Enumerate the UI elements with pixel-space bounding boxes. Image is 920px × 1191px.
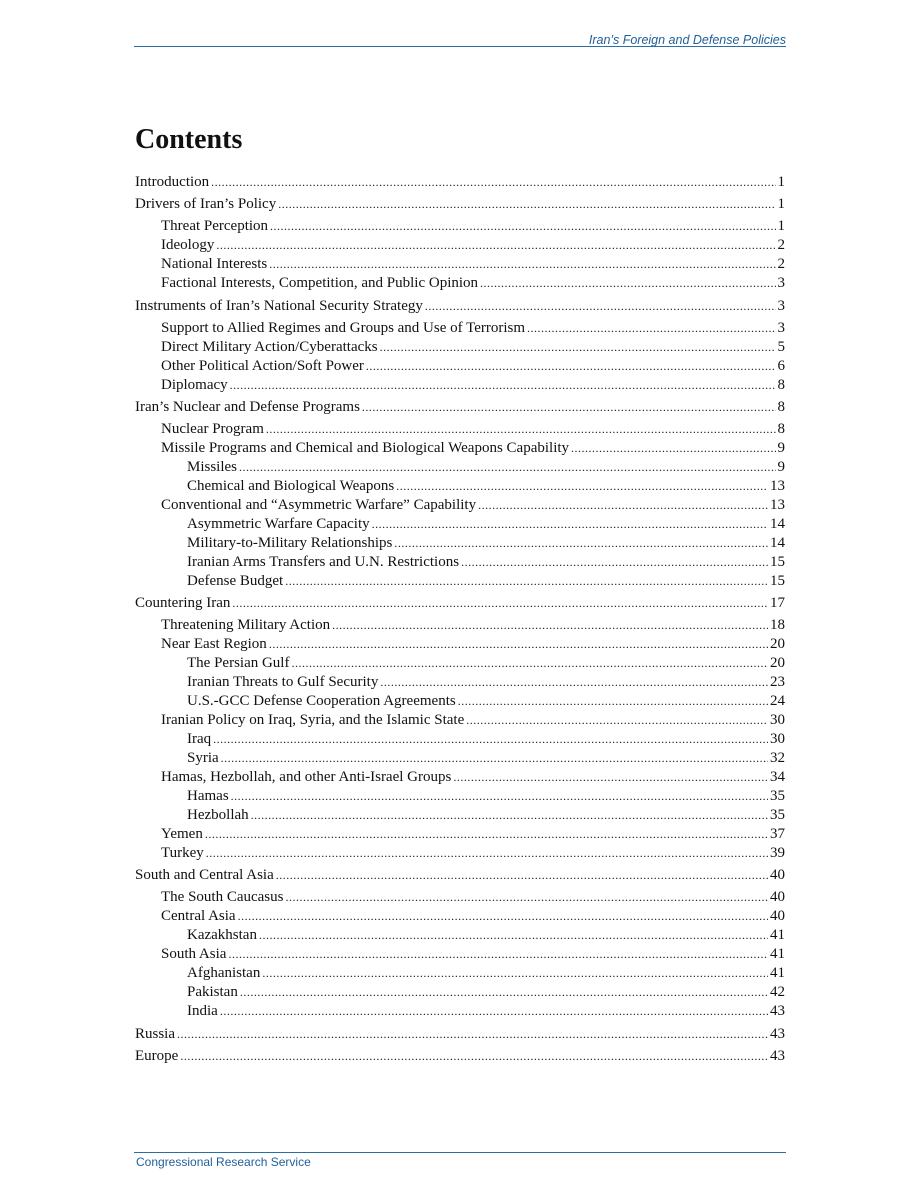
dot-leader [205,825,768,844]
toc-entry[interactable] [135,787,785,806]
dot-leader [259,926,768,945]
toc-entry-label: Russia [135,1025,176,1042]
toc-entry-page: 9 [777,458,785,475]
toc-entry-page: 6 [777,357,785,374]
toc-entry-page: 34 [770,769,785,786]
toc-entry[interactable] [135,477,785,496]
toc-entry-page: 3 [777,319,785,336]
dot-leader [269,255,775,274]
toc-entry-label: Introduction [135,174,210,190]
toc-entry[interactable] [135,217,785,236]
dot-leader [278,195,775,214]
toc-entry-label: Countering Iran [135,595,231,612]
toc-entry-page: 8 [777,376,785,393]
dot-leader [216,236,775,255]
page-title: Contents [135,124,243,155]
toc-entry[interactable] [135,338,785,357]
toc-entry[interactable] [135,297,785,316]
toc-entry[interactable] [135,319,785,338]
toc-entry-page: 39 [770,845,785,862]
toc-entry-label: Instruments of Iran’s National Security Strategy [135,297,423,314]
toc-entry-page: 2 [777,256,785,273]
dot-leader [571,439,775,458]
toc-entry[interactable] [135,195,785,214]
toc-entry-label: The South Caucasus [161,889,284,906]
dot-leader [291,654,768,673]
toc-entry[interactable] [135,692,785,711]
toc-entry[interactable] [135,274,785,293]
toc-entry[interactable] [135,654,785,673]
toc-entry-label: U.S.-GCC Defense Cooperation Agreements [187,693,456,710]
toc-entry-page: 23 [770,674,785,691]
toc-entry-page: 30 [770,731,785,748]
toc-entry-page: 1 [777,174,785,190]
toc-entry-label: Other Political Action/Soft Power [161,357,364,374]
toc-entry-page: 32 [770,750,785,767]
toc-entry-label: Support to Allied Regimes and Groups and Use of Terrorism [161,319,526,336]
toc-entry-page: 14 [770,515,785,532]
toc-entry-page: 30 [770,712,785,729]
toc-entry[interactable] [135,749,785,768]
toc-entry-label: Threat Perception [161,218,269,235]
toc-entry[interactable] [135,730,785,749]
dot-leader [380,338,776,357]
toc-entry-page: 5 [777,338,785,355]
footer-publisher: Congressional Research Service [136,1155,311,1169]
toc-entry-page: 35 [770,788,785,805]
toc-entry[interactable] [135,398,785,417]
toc-entry-label: Nuclear Program [161,420,264,437]
toc-entry-page: 8 [777,398,785,415]
toc-entry[interactable] [135,926,785,945]
toc-entry-label: Iraq [187,731,212,748]
toc-entry-page: 42 [770,984,785,1001]
toc-entry[interactable] [135,439,785,458]
toc-entry-page: 43 [770,1025,785,1042]
toc-entry-page: 17 [770,595,785,612]
dot-leader [285,888,768,907]
toc-entry-label: Central Asia [161,908,236,925]
toc-entry-label: Iranian Arms Transfers and U.N. Restrictions [187,553,460,570]
toc-entry[interactable] [135,553,785,572]
dot-leader [269,635,768,654]
dot-leader [461,553,768,572]
dot-leader [380,673,768,692]
toc-entry[interactable] [135,711,785,730]
dot-leader [366,357,776,376]
toc-entry-label: Kazakhstan [187,927,257,944]
toc-entry-page: 13 [770,477,785,494]
footer-rule [134,1152,786,1153]
toc-entry[interactable] [135,496,785,515]
dot-leader [425,297,776,316]
toc-entry[interactable] [135,515,785,534]
toc-entry[interactable] [135,1025,785,1044]
toc-entry-label: South Asia [161,946,227,963]
toc-entry-page: 37 [770,826,785,843]
toc-entry-label: Iranian Threats to Gulf Security [187,674,379,691]
toc-entry-page: 41 [770,946,785,963]
toc-entry-label: Europe [135,1048,179,1065]
toc-entry-label: Direct Military Action/Cyberattacks [161,338,378,355]
toc-entry-label: Diplomacy [161,376,228,393]
dot-leader [232,594,768,613]
toc-entry-label: Conventional and “Asymmetric Warfare” Capability [161,496,477,513]
toc-entry-label: Hamas, Hezbollah, and other Anti-Israel Groups [161,769,452,786]
dot-leader [478,496,768,515]
dot-leader [221,749,768,768]
toc-entry[interactable] [135,983,785,1002]
dot-leader [276,866,768,885]
toc-entry-label: National Interests [161,256,268,273]
toc-entry-page: 1 [777,218,785,235]
toc-entry[interactable] [135,673,785,692]
toc-entry[interactable] [135,907,785,926]
dot-leader [239,458,775,477]
toc-entry-label: Chemical and Biological Weapons [187,477,395,494]
dot-leader [362,398,776,417]
toc-entry[interactable] [135,173,785,192]
dot-leader [270,217,775,236]
toc-entry-label: Yemen [161,826,203,843]
dot-leader [458,692,768,711]
dot-leader [238,907,768,926]
toc-entry[interactable] [135,534,785,553]
dot-leader [394,534,768,553]
dot-leader [211,173,775,192]
toc-entry-label: The Persian Gulf [187,655,290,672]
dot-leader [228,945,768,964]
toc-entry-page: 41 [770,965,785,982]
toc-entry[interactable] [135,1002,785,1021]
toc-entry-page: 24 [770,693,785,710]
toc-entry[interactable] [135,616,785,635]
toc-entry-label: South and Central Asia [135,867,274,884]
dot-leader [240,983,768,1002]
toc-entry[interactable] [135,635,785,654]
toc-entry-page: 43 [770,1003,785,1020]
toc-entry-page: 13 [770,496,785,513]
toc-entry-page: 40 [770,908,785,925]
toc-entry[interactable] [135,594,785,613]
toc-entry-label: Hamas [187,788,229,805]
toc-entry-label: Pakistan [187,984,238,1001]
toc-entry-page: 20 [770,655,785,672]
dot-leader [466,711,768,730]
toc-entry-page: 35 [770,807,785,824]
toc-entry[interactable] [135,1047,785,1066]
toc-entry-label: Asymmetric Warfare Capacity [187,515,370,532]
dot-leader [180,1047,768,1066]
toc-entry-page: 2 [777,237,785,254]
toc-entry[interactable] [135,572,785,591]
toc-entry-page: 20 [770,636,785,653]
toc-entry-label: Afghanistan [187,965,261,982]
toc-entry-label: Turkey [161,845,204,862]
toc-entry-label: Hezbollah [187,807,249,824]
dot-leader [332,616,768,635]
toc-entry-label: Syria [187,750,219,767]
toc-entry-page: 40 [770,867,785,884]
toc-entry-label: Missiles [187,458,238,475]
toc-entry-page: 18 [770,617,785,634]
toc-entry-page: 1 [777,196,785,213]
dot-leader [262,964,768,983]
toc-entry-label: India [187,1003,218,1020]
dot-leader [480,274,775,293]
toc-entry-page: 15 [770,572,785,589]
dot-leader [285,572,768,591]
toc-entry-label: Military-to-Military Relationships [187,534,393,551]
toc-entry-page: 8 [777,420,785,437]
toc-entry[interactable] [135,458,785,477]
dot-leader [230,376,776,395]
toc-entry[interactable] [135,768,785,787]
toc-entry-page: 41 [770,927,785,944]
toc-entry-page: 3 [777,275,785,292]
dot-leader [206,844,768,863]
toc-entry-page: 3 [777,297,785,314]
toc-entry[interactable] [135,236,785,255]
toc-entry-page: 9 [777,439,785,456]
toc-entry-label: Ideology [161,237,215,254]
toc-entry[interactable] [135,806,785,825]
dot-leader [266,420,776,439]
toc-entry[interactable] [135,888,785,907]
toc-entry-label: Drivers of Iran’s Policy [135,196,277,213]
header-rule [134,46,786,47]
toc-entry[interactable] [135,825,785,844]
dot-leader [231,787,768,806]
dot-leader [220,1002,768,1021]
toc-entry[interactable] [135,866,785,885]
dot-leader [527,319,775,338]
dot-leader [453,768,768,787]
dot-leader [213,730,768,749]
toc-entry-label: Threatening Military Action [161,617,331,634]
dot-leader [396,477,768,496]
dot-leader [177,1025,768,1044]
toc-entry[interactable] [135,945,785,964]
toc-entry-page: 14 [770,534,785,551]
dot-leader [251,806,768,825]
toc-entry[interactable] [135,964,785,983]
toc-entry[interactable] [135,376,785,395]
dot-leader [372,515,768,534]
toc-entry-label: Iran’s Nuclear and Defense Programs [135,398,360,415]
toc-entry-page: 40 [770,889,785,906]
toc-entry-label: Near East Region [161,636,267,653]
toc-entry-label: Iranian Policy on Iraq, Syria, and the Islamic State [161,712,465,729]
toc-entry[interactable] [135,420,785,439]
toc-entry-page: 43 [770,1048,785,1065]
toc-entry-page: 15 [770,553,785,570]
toc-entry-label: Missile Programs and Chemical and Biological Weapons Capability [161,439,570,456]
toc-entry[interactable] [135,844,785,863]
toc-entry-label: Factional Interests, Competition, and Public Opinion [161,275,479,292]
table-of-contents [135,173,785,1066]
toc-entry[interactable] [135,357,785,376]
toc-entry[interactable] [135,255,785,274]
running-header: Iran’s Foreign and Defense Policies [588,33,786,47]
toc-entry-label: Defense Budget [187,572,284,589]
